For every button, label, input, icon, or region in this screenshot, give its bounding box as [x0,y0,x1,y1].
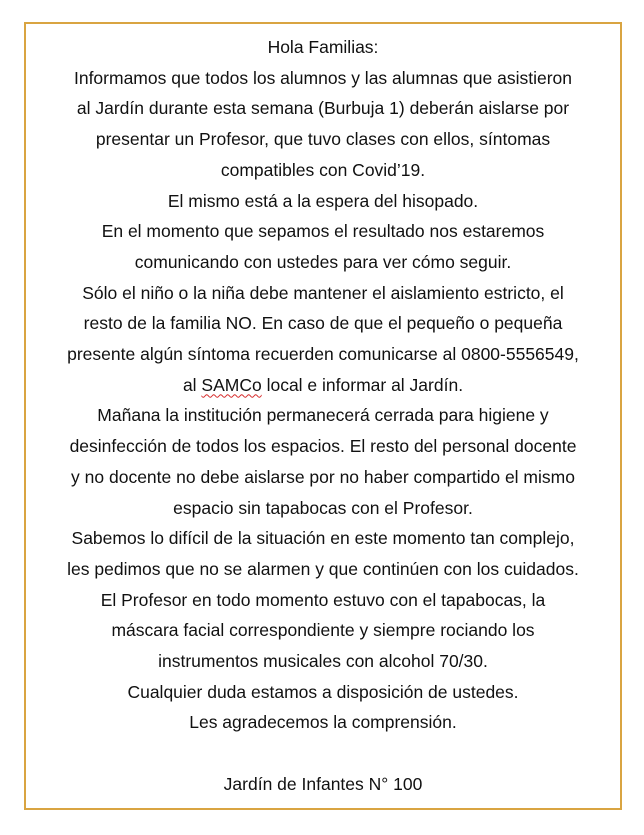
text-line: Sólo el niño o la niña debe mantener el aislamiento estricto, el [82,282,564,303]
text-line: al Jardín durante esta semana (Burbuja 1) deberán aislarse por [76,98,570,119]
text-line: En el momento que sepamos el resultado nos estaremos [101,221,545,242]
notice-border [24,22,622,810]
text-line: les pedimos que no se alarmen y que continúen con los cuidados. [67,558,579,579]
signature: Jardín de Infantes N° 100 [223,773,423,794]
text-line-samco [26,370,620,401]
text-line: y no docente no debe aislarse por no haber compartido el mismo [71,466,575,487]
text-line: espacio sin tapabocas con el Profesor. [173,497,473,518]
samco-suffix: local e informar al Jardín. [261,374,464,395]
notice-body [26,32,620,800]
text-line: Informamos que todos los alumnos y las alumnas que asistieron [73,67,573,88]
text-line: resto de la familia NO. En caso de que el pequeño o pequeña [83,313,563,334]
text-line: El Profesor en todo momento estuvo con el tapabocas, la [100,589,546,610]
text-line: Cualquier duda estamos a disposición de ustedes. [127,681,519,702]
blank-line [26,738,620,769]
text-line: instrumentos musicales con alcohol 70/30. [158,651,488,672]
text-line: desinfección de todos los espacios. El resto del personal docente [69,436,577,457]
text-line: Les agradecemos la comprensión. [189,712,457,733]
text-line: Mañana la institución permanecerá cerrada para higiene y [97,405,549,426]
samco-prefix: al [182,374,202,395]
spellcheck-flagged-word: SAMCo [201,374,262,395]
text-line: máscara facial correspondiente y siempre rociando los [111,620,535,641]
greeting: Hola Familias: [267,37,379,57]
text-line: El mismo está a la espera del hisopado. [167,190,479,211]
text-line: Sabemos lo difícil de la situación en este momento tan complejo, [71,528,575,549]
text-line: presente algún síntoma recuerden comunicarse al 0800-5556549, [67,344,579,365]
text-line: comunicando con ustedes para ver cómo seguir. [134,251,512,272]
text-line: compatibles con Covid’19. [220,159,426,180]
text-line: presentar un Profesor, que tuvo clases con ellos, síntomas [95,129,551,150]
